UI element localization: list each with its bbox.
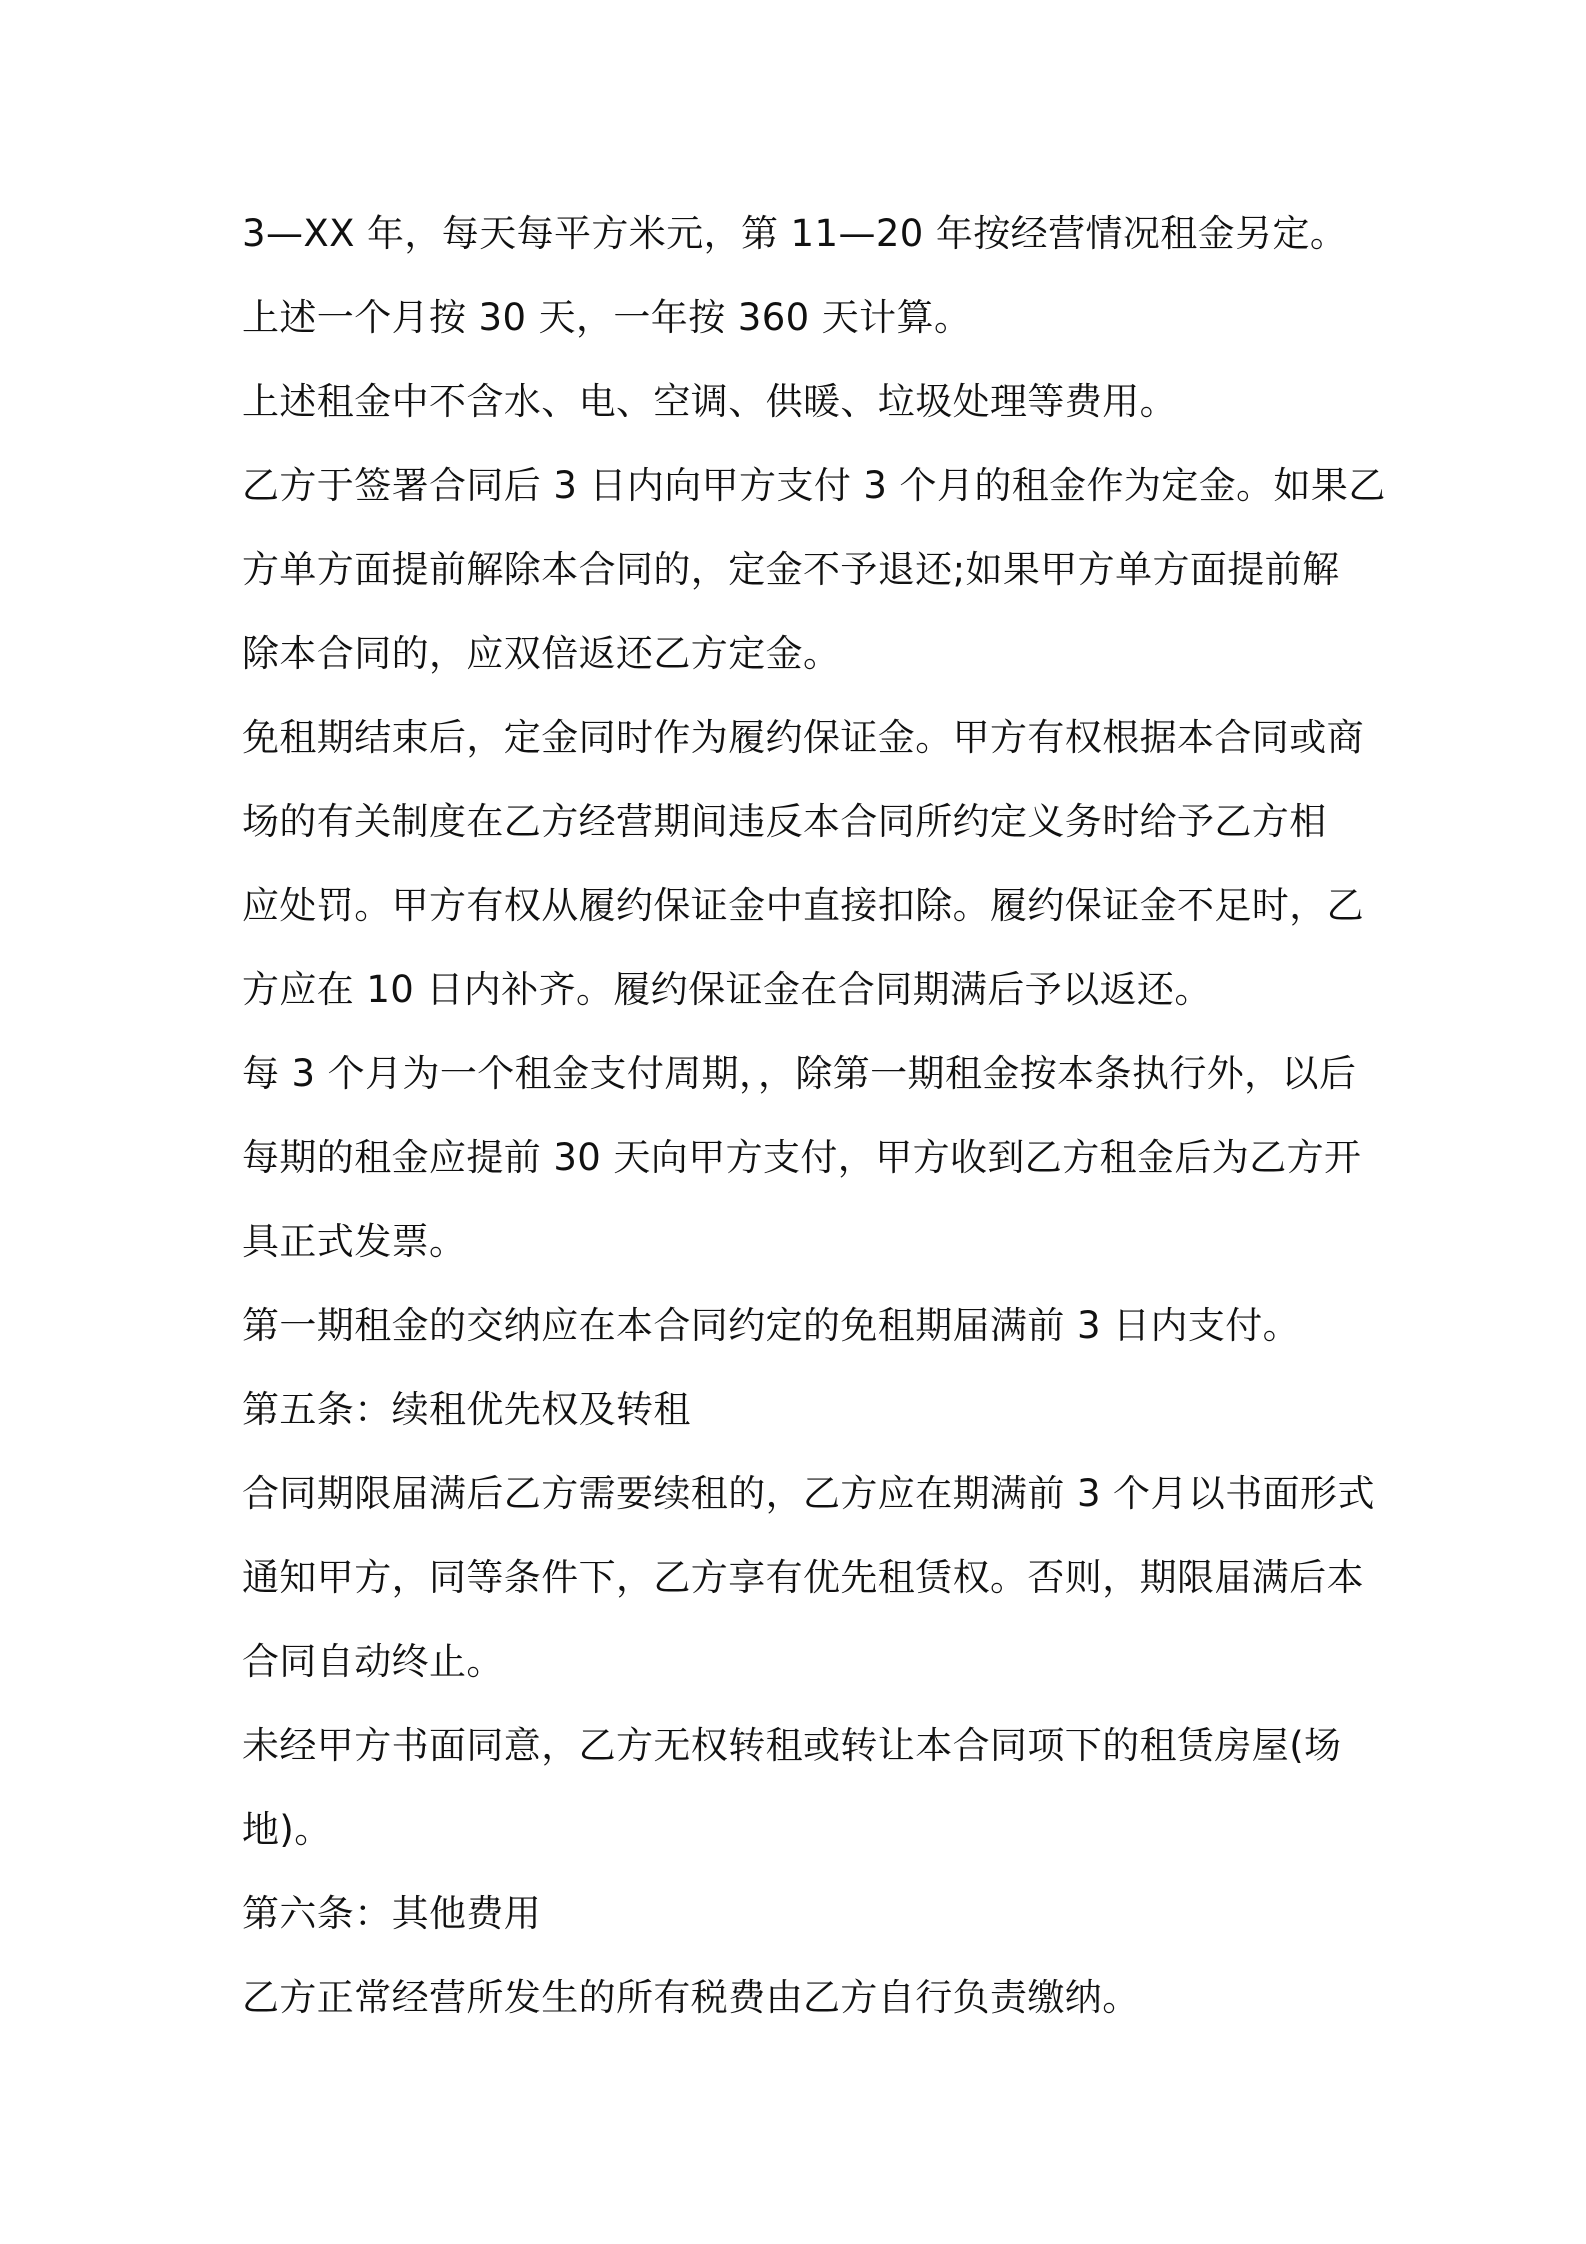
text-line: 合同自动终止。	[242, 1640, 504, 1683]
text-line: 免租期结束后，定金同时作为履约保证金。甲方有权根据本合同或商	[242, 716, 1364, 759]
text-line: 通知甲方，同等条件下，乙方享有优先租赁权。否则，期限届满后本	[242, 1556, 1364, 1599]
section-heading: 第五条：续租优先权及转租	[242, 1388, 691, 1431]
text-line: 乙方于签署合同后 3 日内向甲方支付 3 个月的租金作为定金。如果乙	[242, 464, 1386, 507]
text-line: 3—XX 年，每天每平方米元，第 11—20 年按经营情况租金另定。	[242, 212, 1348, 255]
text-line: 地)。	[242, 1808, 332, 1851]
text-line: 方单方面提前解除本合同的，定金不予退还;如果甲方单方面提前解	[242, 548, 1340, 591]
document-body	[242, 192, 1386, 2040]
section-heading: 第六条：其他费用	[242, 1892, 542, 1935]
text-line: 第一期租金的交纳应在本合同约定的免租期届满前 3 日内支付。	[242, 1304, 1301, 1347]
text-line: 上述租金中不含水、电、空调、供暖、垃圾处理等费用。	[242, 380, 1177, 423]
text-line: 方应在 10 日内补齐。履约保证金在合同期满后予以返还。	[242, 968, 1212, 1011]
text-line: 乙方正常经营所发生的所有税费由乙方自行负责缴纳。	[242, 1976, 1140, 2019]
text-line: 具正式发票。	[242, 1220, 467, 1263]
text-line: 应处罚。甲方有权从履约保证金中直接扣除。履约保证金不足时，乙	[242, 884, 1364, 927]
text-line: 合同期限届满后乙方需要续租的，乙方应在期满前 3 个月以书面形式	[242, 1472, 1375, 1515]
text-line: 上述一个月按 30 天，一年按 360 天计算。	[242, 296, 972, 339]
text-line: 每期的租金应提前 30 天向甲方支付，甲方收到乙方租金后为乙方开	[242, 1136, 1362, 1179]
text-line: 每 3 个月为一个租金支付周期，，除第一期租金按本条执行外，以后	[242, 1052, 1357, 1095]
text-line: 除本合同的，应双倍返还乙方定金。	[242, 632, 841, 675]
text-line: 未经甲方书面同意，乙方无权转租或转让本合同项下的租赁房屋(场	[242, 1724, 1342, 1767]
text-line: 场的有关制度在乙方经营期间违反本合同所约定义务时给予乙方相	[242, 800, 1327, 843]
